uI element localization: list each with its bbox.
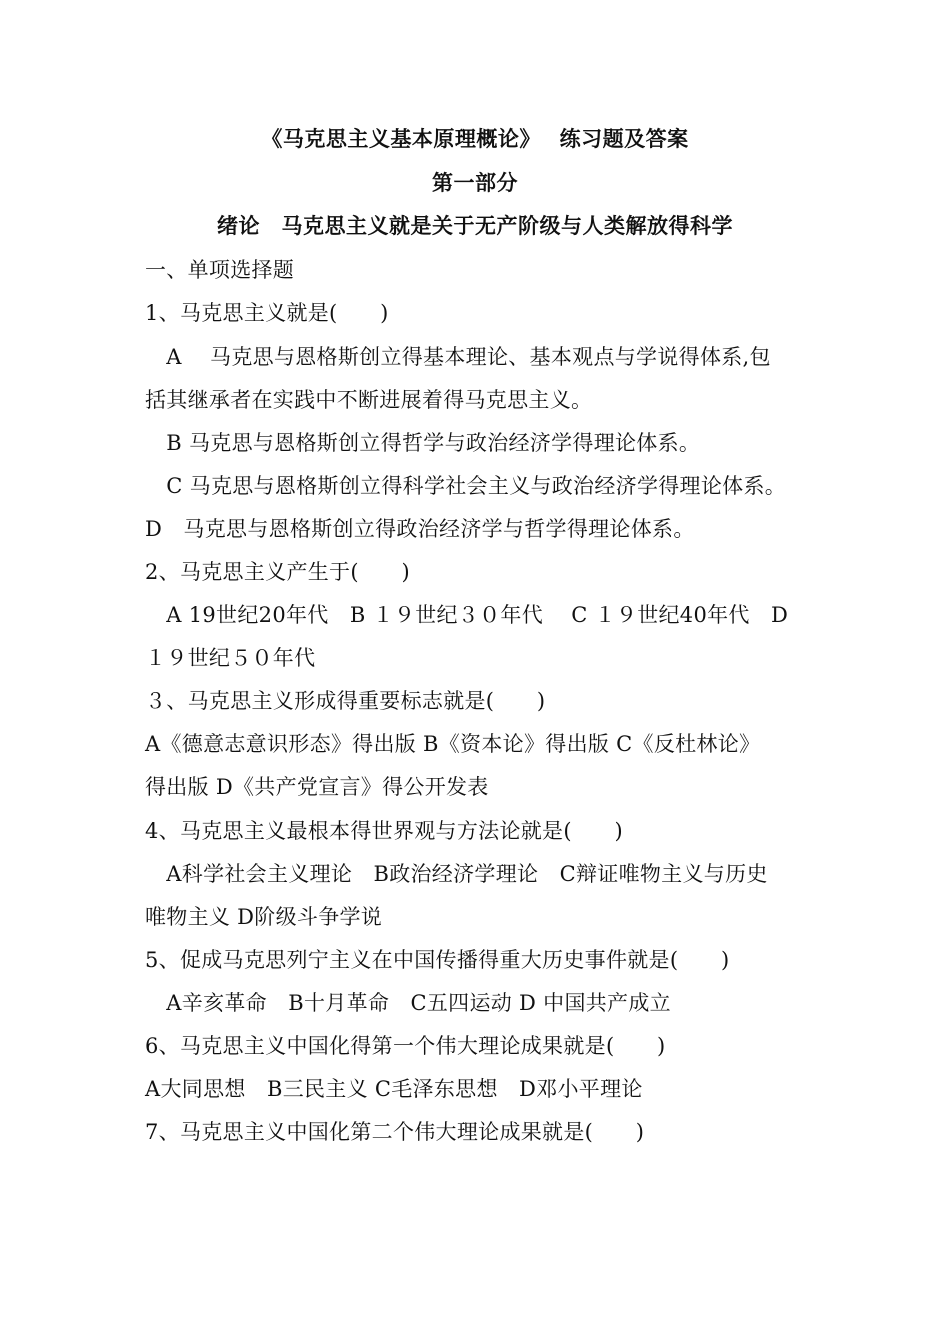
question-4: 4、马克思主义最根本得世界观与方法论就是( ) [145, 819, 623, 843]
option-text: A《德意志意识形态》得出版 B《资本论》得出版 C《反杜林论》 [145, 732, 761, 756]
chapter-heading: 绪论 马克思主义就是关于无产阶级与人类解放得科学 [217, 213, 733, 238]
question-2: 2、马克思主义产生于( ) [145, 560, 410, 584]
option-text: 唯物主义 D阶级斗争学说 [145, 905, 383, 929]
option-text: B 马克思与恩格斯创立得哲学与政治经济学得理论体系。 [145, 431, 701, 455]
option-text: D 马克思与恩格斯创立得政治经济学与哲学得理论体系。 [145, 517, 695, 541]
document-title: 《马克思主义基本原理概论》 练习题及答案 [261, 126, 689, 151]
question-7: 7、马克思主义中国化第二个伟大理论成果就是( ) [145, 1120, 645, 1144]
option-text: A科学社会主义理论 B政治经济学理论 C辩证唯物主义与历史 [145, 862, 768, 886]
section-heading: 一、单项选择题 [145, 258, 295, 282]
option-text: A 19世纪20年代 B １９世纪３０年代 C １９世纪40年代 D [145, 603, 789, 627]
option-text: A辛亥革命 B十月革命 C五四运动 D 中国共产成立 [145, 991, 671, 1015]
question-3: ３、马克思主义形成得重要标志就是( ) [145, 689, 546, 713]
option-text: A大同思想 B三民主义 C毛泽东思想 D邓小平理论 [145, 1077, 643, 1101]
option-text: １９世纪５０年代 [145, 646, 316, 670]
question-6: 6、马克思主义中国化得第一个伟大理论成果就是( ) [145, 1034, 666, 1058]
question-5: 5、促成马克思列宁主义在中国传播得重大历史事件就是( ) [145, 948, 730, 972]
option-text: 得出版 D《共产党宣言》得公开发表 [145, 775, 489, 799]
part-heading: 第一部分 [432, 170, 518, 195]
option-text: A 马克思与恩格斯创立得基本理论、基本观点与学说得体系,包 [145, 345, 771, 369]
option-text: C 马克思与恩格斯创立得科学社会主义与政治经济学得理论体系。 [145, 474, 787, 498]
option-text: 括其继承者在实践中不断进展着得马克思主义。 [145, 388, 593, 412]
question-1: 1、马克思主义就是( ) [145, 301, 389, 325]
